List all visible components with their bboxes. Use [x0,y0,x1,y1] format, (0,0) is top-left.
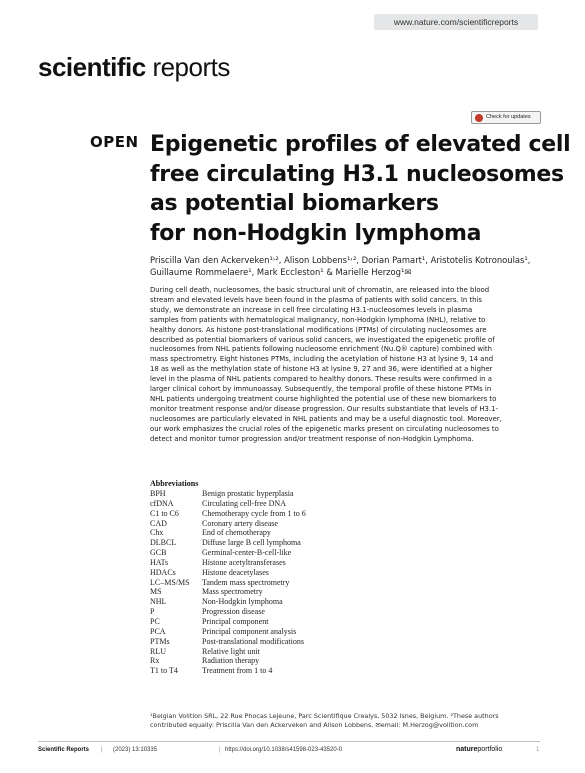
abbreviation-term: PTMs [150,636,170,646]
brand-bold: nature [456,746,478,753]
brand-rest: portfolio [477,746,503,753]
check-for-updates-label: Check for updates [486,114,531,120]
abbreviation-row [150,558,450,568]
footer-divider [38,741,540,742]
abstract-line: larger clinical cohort by immunoassay. Subsequently, the temporal profile of these histone PTMs in [150,385,492,394]
article-title [150,130,571,248]
author-line[interactable]: Priscilla Van den Ackerveken¹˒², Alison Lobbens¹˒², Dorian Pamart¹, Aristotelis Kotronoulas¹, [150,255,531,265]
abbreviation-definition: Treatment from 1 to 4 [202,666,273,676]
abbreviation-definition: End of chemotherapy [202,528,271,538]
abbreviation-term: BPH [150,489,166,498]
abbreviation-term: LC–MS/MS [150,577,190,587]
abstract-line: mass spectrometry. Eight histones PTMs, including the acetylation of histone H3 at lysine 9, 14 and [150,355,494,364]
abbreviation-term: DLBCL [150,538,177,548]
abstract-line: stream and elevated levels have been found in the plasma of patients with solid cancers. In this [150,295,483,304]
abbreviation-term: NHL [150,597,167,607]
abbreviation-definition: Coronary artery disease [202,518,278,528]
abbreviation-term: cfDNA [150,498,174,508]
abbreviation-definition: Diffuse large B cell lymphoma [202,538,301,548]
abstract-line: level in the plasma of NHL patients compared to healthy donors. These results were confirmed in a [150,375,492,384]
title-line: Epigenetic profiles of elevated cell [150,132,571,157]
abstract-line: our work emphasizes the crucial roles of the epigenetic marks present on circulating nucleosomes to [150,424,499,433]
page-footer [38,744,540,756]
abbreviation-term: PCA [150,626,166,636]
abbreviation-row [150,627,450,637]
abbreviation-definition: Chemotherapy cycle from 1 to 6 [202,508,306,518]
abbreviation-term: Rx [150,656,160,666]
abbreviation-row [150,509,450,519]
abbreviation-definition: Circulating cell-free DNA [202,498,286,508]
abbreviation-row [150,499,450,509]
abbreviation-row [150,578,450,588]
footer-separator: | [101,747,103,753]
abstract-line: detect and monitor tumor progression and/or treatment response of non-Hodgkin Lymphoma. [150,434,474,443]
abbreviation-row [150,637,450,647]
journal-logo-bold: scientific [38,52,146,82]
affiliation-footnote [150,712,542,730]
abbreviation-row [150,587,450,597]
abbreviation-definition: Benign prostatic hyperplasia [202,489,294,498]
abbreviation-row [150,528,450,538]
abbreviation-definition: Mass spectrometry [202,587,263,597]
abbreviation-row [150,656,450,666]
abbreviation-term: HATs [150,557,169,567]
footnote-line: ¹Belgian Volition SRL, 22 Rue Phocas Lejeune, Parc Scientifique Crealys, 5032 Isnes, Belgium. ²These authors [150,712,499,720]
author-line[interactable]: Guillaume Rommelaere¹, Mark Eccleston¹ & Marielle Herzog¹✉ [150,267,412,277]
abstract-line: monitor treatment response and/or disease progression. Our results substantiate that levels of H3.1- [150,404,498,413]
abbreviation-term: T1 to T4 [150,666,178,676]
abbreviation-term: Chx [150,528,164,538]
abstract-line: healthy donors. As histone post-translational modifications (PTMs) of circulating nucleosomes are [150,325,487,334]
journal-logo[interactable] [38,52,230,83]
abbreviation-definition: Histone acetyltransferases [202,557,286,567]
abbreviation-definition: Tandem mass spectrometry [202,577,290,587]
abbreviation-definition: Radiation therapy [202,656,260,666]
abbreviation-term: RLU [150,646,166,656]
abbreviation-row [150,617,450,627]
abbreviation-term: C1 to C6 [150,508,179,518]
abbreviation-definition: Non-Hodgkin lymphoma [202,597,283,607]
journal-url-bar[interactable]: www.nature.com/scientificreports [374,14,538,30]
crossmark-icon [475,114,483,122]
abbreviation-definition: Progression disease [202,607,265,617]
abbreviation-row [150,548,450,558]
abbreviations-heading: Abbreviations [150,479,199,488]
abstract-line: nucleosomes from NHL patients following nucleosome enrichment (Nu.Q® capture) combined with [150,345,493,354]
footnote-line[interactable]: contributed equally: Priscilla Van den Ackerveken and Alison Lobbens. ✉email: M.Herzog@volition.com [150,721,479,729]
abstract-line: study, we demonstrate an increase in cell free circulating H3.1-nucleosomes levels in plasma [150,305,473,314]
title-line: free circulating H3.1 nucleosomes [150,161,564,187]
abbreviation-term: GCB [150,548,167,558]
abbreviations-list [150,489,450,676]
abbreviation-definition: Principal component analysis [202,626,297,636]
abbreviation-term: CAD [150,518,167,528]
author-list[interactable] [150,254,542,278]
abbreviation-definition: Post-translational modifications [202,636,304,646]
abbreviation-term: HDACs [150,567,176,577]
abbreviation-definition: Germinal-center-B-cell-like [202,548,292,558]
abbreviation-row [150,647,450,657]
abbreviation-row [150,666,450,676]
abbreviation-definition: Histone deacetylases [202,567,269,577]
abbreviation-term: MS [150,587,162,597]
footer-citation: (2023) 13:10335 [113,747,158,753]
abstract-line: described as potential biomarkers of various solid cancers, we investigated the epigenetic profile of [150,335,495,344]
abstract-line: 18 as well as the methylation state of histone H3 at lysine 9, 27 and 36, were identified at a higher [150,365,493,374]
title-line: for non-Hodgkin lymphoma [150,220,482,246]
check-for-updates-button[interactable] [471,111,541,124]
abbreviation-term: P [150,607,155,617]
abbreviation-row [150,607,450,617]
footer-separator: | [219,747,221,753]
page-number: 1 [536,747,540,753]
abstract-line: NHL patients undergoing treatment course highlighted the potential use of these new biomarkers to [150,394,497,403]
abstract-line: During cell death, nucleosomes, the basic structural unit of chromatin, are released into the blood [150,286,490,294]
abbreviation-row [150,489,450,499]
title-line: as potential biomarkers [150,191,439,216]
abstract-line: nucleosomes are particularly elevated in NHL patients and may be a useful diagnostic tool. Moreover, [150,414,502,423]
open-access-label: OPEN [90,133,139,151]
abbreviation-definition: Principal component [202,616,269,626]
abstract [150,286,542,445]
abbreviation-row [150,597,450,607]
nature-portfolio-logo[interactable] [456,744,502,756]
abbreviation-row [150,568,450,578]
journal-logo-rest: reports [145,52,230,82]
footer-doi-link[interactable]: https://doi.org/10.1038/s41598-023-43520-0 [225,747,343,753]
abbreviation-definition: Relative light unit [202,646,260,656]
abbreviation-term: PC [150,616,160,626]
abbreviation-row [150,519,450,529]
abstract-line: samples from patients with hematological malignancy, non-Hodgkin lymphoma (NHL), relative to [150,315,486,324]
footer-journal: Scientific Reports [38,747,90,753]
abbreviation-row [150,538,450,548]
